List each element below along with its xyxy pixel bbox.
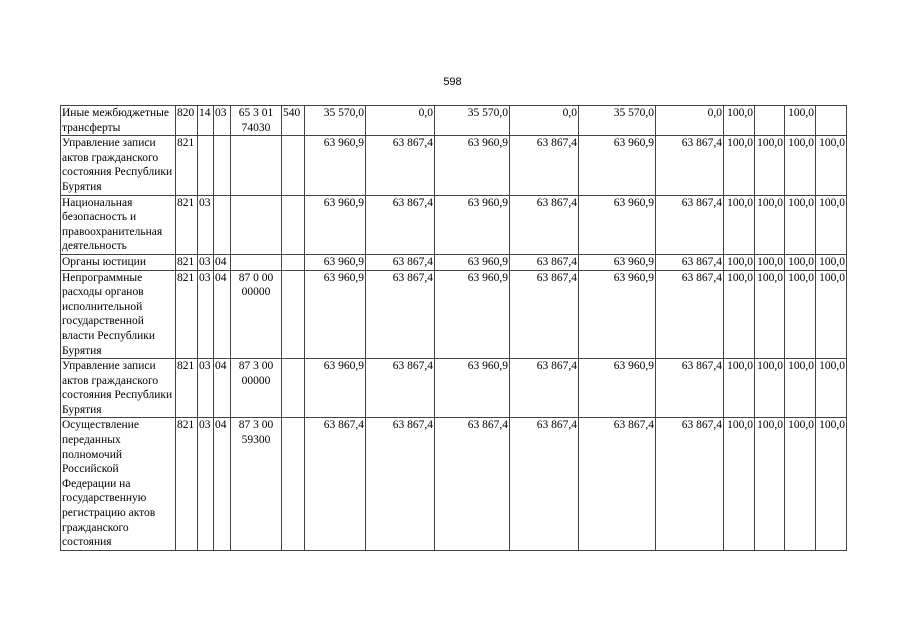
- percent-cell: 100,0: [724, 254, 755, 270]
- percent-cell: 100,0: [785, 136, 816, 195]
- table-row: [61, 106, 847, 136]
- row-name-cell: Управление записи актов гражданского состояния Республики Бурятия: [61, 136, 176, 195]
- amount-cell: 63 960,9: [579, 195, 656, 254]
- amount-cell: 35 570,0: [435, 106, 510, 136]
- table-row: [61, 136, 847, 195]
- amount-cell: 63 867,4: [656, 136, 724, 195]
- amount-cell: 63 867,4: [656, 359, 724, 418]
- amount-cell: 63 960,9: [579, 254, 656, 270]
- amount-cell: 63 960,9: [435, 136, 510, 195]
- percent-cell: 100,0: [755, 136, 785, 195]
- grbs-code-cell: 821: [176, 359, 198, 418]
- row-name-cell: Осуществление переданных полномочий Российской Федерации на государственную регистрацию актов гражданского состояния: [61, 418, 176, 550]
- grbs-code-cell: 821: [176, 195, 198, 254]
- target-article-cell: 87 3 00 00000: [231, 359, 282, 418]
- percent-cell: 100,0: [816, 270, 847, 359]
- percent-cell: 100,0: [816, 136, 847, 195]
- amount-cell: 63 960,9: [305, 359, 366, 418]
- target-article-cell: [231, 254, 282, 270]
- amount-cell: 63 960,9: [579, 270, 656, 359]
- amount-cell: 63 867,4: [435, 418, 510, 550]
- percent-cell: 100,0: [724, 136, 755, 195]
- expense-type-cell: [282, 270, 305, 359]
- amount-cell: 63 867,4: [366, 418, 435, 550]
- subsection-code-cell: 04: [214, 270, 231, 359]
- percent-cell: 100,0: [755, 418, 785, 550]
- percent-cell: 100,0: [724, 359, 755, 418]
- percent-cell: 100,0: [755, 254, 785, 270]
- subsection-code-cell: 03: [214, 106, 231, 136]
- grbs-code-cell: 821: [176, 418, 198, 550]
- grbs-code-cell: 820: [176, 106, 198, 136]
- amount-cell: 63 867,4: [366, 136, 435, 195]
- amount-cell: 63 867,4: [510, 254, 579, 270]
- row-name-cell: Управление записи актов гражданского состояния Республики Бурятия: [61, 359, 176, 418]
- budget-table-body: [61, 106, 847, 551]
- grbs-code-cell: 821: [176, 254, 198, 270]
- table-row: [61, 270, 847, 359]
- percent-cell: 100,0: [785, 254, 816, 270]
- amount-cell: 63 960,9: [579, 359, 656, 418]
- percent-cell: 100,0: [785, 195, 816, 254]
- expense-type-cell: [282, 359, 305, 418]
- amount-cell: 0,0: [656, 106, 724, 136]
- amount-cell: 63 867,4: [305, 418, 366, 550]
- amount-cell: 63 867,4: [366, 254, 435, 270]
- target-article-cell: 65 3 01 74030: [231, 106, 282, 136]
- amount-cell: 63 960,9: [305, 195, 366, 254]
- section-code-cell: 03: [198, 254, 214, 270]
- percent-cell: 100,0: [816, 195, 847, 254]
- section-code-cell: 03: [198, 270, 214, 359]
- amount-cell: 63 960,9: [305, 270, 366, 359]
- amount-cell: 63 960,9: [435, 359, 510, 418]
- amount-cell: 63 960,9: [435, 270, 510, 359]
- grbs-code-cell: 821: [176, 136, 198, 195]
- expense-type-cell: [282, 195, 305, 254]
- percent-cell: 100,0: [816, 254, 847, 270]
- row-name-cell: Непрограммные расходы органов исполнительной государственной власти Республики Бурятия: [61, 270, 176, 359]
- amount-cell: 63 867,4: [579, 418, 656, 550]
- expense-type-cell: [282, 254, 305, 270]
- section-code-cell: 03: [198, 418, 214, 550]
- amount-cell: 63 960,9: [579, 136, 656, 195]
- amount-cell: 63 867,4: [656, 418, 724, 550]
- percent-cell: 100,0: [785, 359, 816, 418]
- amount-cell: 35 570,0: [305, 106, 366, 136]
- expense-type-cell: 540: [282, 106, 305, 136]
- percent-cell: 100,0: [816, 359, 847, 418]
- percent-cell: 100,0: [724, 270, 755, 359]
- amount-cell: 63 867,4: [656, 195, 724, 254]
- section-code-cell: 14: [198, 106, 214, 136]
- percent-cell: [755, 106, 785, 136]
- subsection-code-cell: [214, 136, 231, 195]
- percent-cell: 100,0: [755, 359, 785, 418]
- amount-cell: 63 960,9: [305, 136, 366, 195]
- target-article-cell: 87 3 00 59300: [231, 418, 282, 550]
- amount-cell: 63 867,4: [510, 418, 579, 550]
- subsection-code-cell: [214, 195, 231, 254]
- subsection-code-cell: 04: [214, 254, 231, 270]
- table-row: [61, 418, 847, 550]
- amount-cell: 63 867,4: [510, 136, 579, 195]
- row-name-cell: Органы юстиции: [61, 254, 176, 270]
- amount-cell: 63 960,9: [305, 254, 366, 270]
- amount-cell: 63 867,4: [510, 270, 579, 359]
- subsection-code-cell: 04: [214, 359, 231, 418]
- table-row: [61, 195, 847, 254]
- amount-cell: 35 570,0: [579, 106, 656, 136]
- expense-type-cell: [282, 418, 305, 550]
- percent-cell: 100,0: [724, 106, 755, 136]
- amount-cell: 63 867,4: [366, 270, 435, 359]
- amount-cell: 63 867,4: [366, 359, 435, 418]
- amount-cell: 63 960,9: [435, 195, 510, 254]
- target-article-cell: 87 0 00 00000: [231, 270, 282, 359]
- amount-cell: 63 867,4: [656, 270, 724, 359]
- percent-cell: [816, 106, 847, 136]
- expense-type-cell: [282, 136, 305, 195]
- amount-cell: 63 867,4: [510, 359, 579, 418]
- row-name-cell: Иные межбюджетные трансферты: [61, 106, 176, 136]
- amount-cell: 63 960,9: [435, 254, 510, 270]
- percent-cell: 100,0: [755, 195, 785, 254]
- section-code-cell: 03: [198, 359, 214, 418]
- section-code-cell: [198, 136, 214, 195]
- percent-cell: 100,0: [816, 418, 847, 550]
- percent-cell: 100,0: [724, 195, 755, 254]
- budget-table: [60, 105, 847, 551]
- target-article-cell: [231, 136, 282, 195]
- grbs-code-cell: 821: [176, 270, 198, 359]
- percent-cell: 100,0: [724, 418, 755, 550]
- amount-cell: 63 867,4: [366, 195, 435, 254]
- amount-cell: 0,0: [510, 106, 579, 136]
- amount-cell: 0,0: [366, 106, 435, 136]
- row-name-cell: Национальная безопасность и правоохранительная деятельность: [61, 195, 176, 254]
- table-row: [61, 254, 847, 270]
- percent-cell: 100,0: [785, 106, 816, 136]
- percent-cell: 100,0: [785, 418, 816, 550]
- target-article-cell: [231, 195, 282, 254]
- page-number: 598: [443, 76, 462, 88]
- section-code-cell: 03: [198, 195, 214, 254]
- subsection-code-cell: 04: [214, 418, 231, 550]
- amount-cell: 63 867,4: [510, 195, 579, 254]
- table-row: [61, 359, 847, 418]
- percent-cell: 100,0: [755, 270, 785, 359]
- percent-cell: 100,0: [785, 270, 816, 359]
- amount-cell: 63 867,4: [656, 254, 724, 270]
